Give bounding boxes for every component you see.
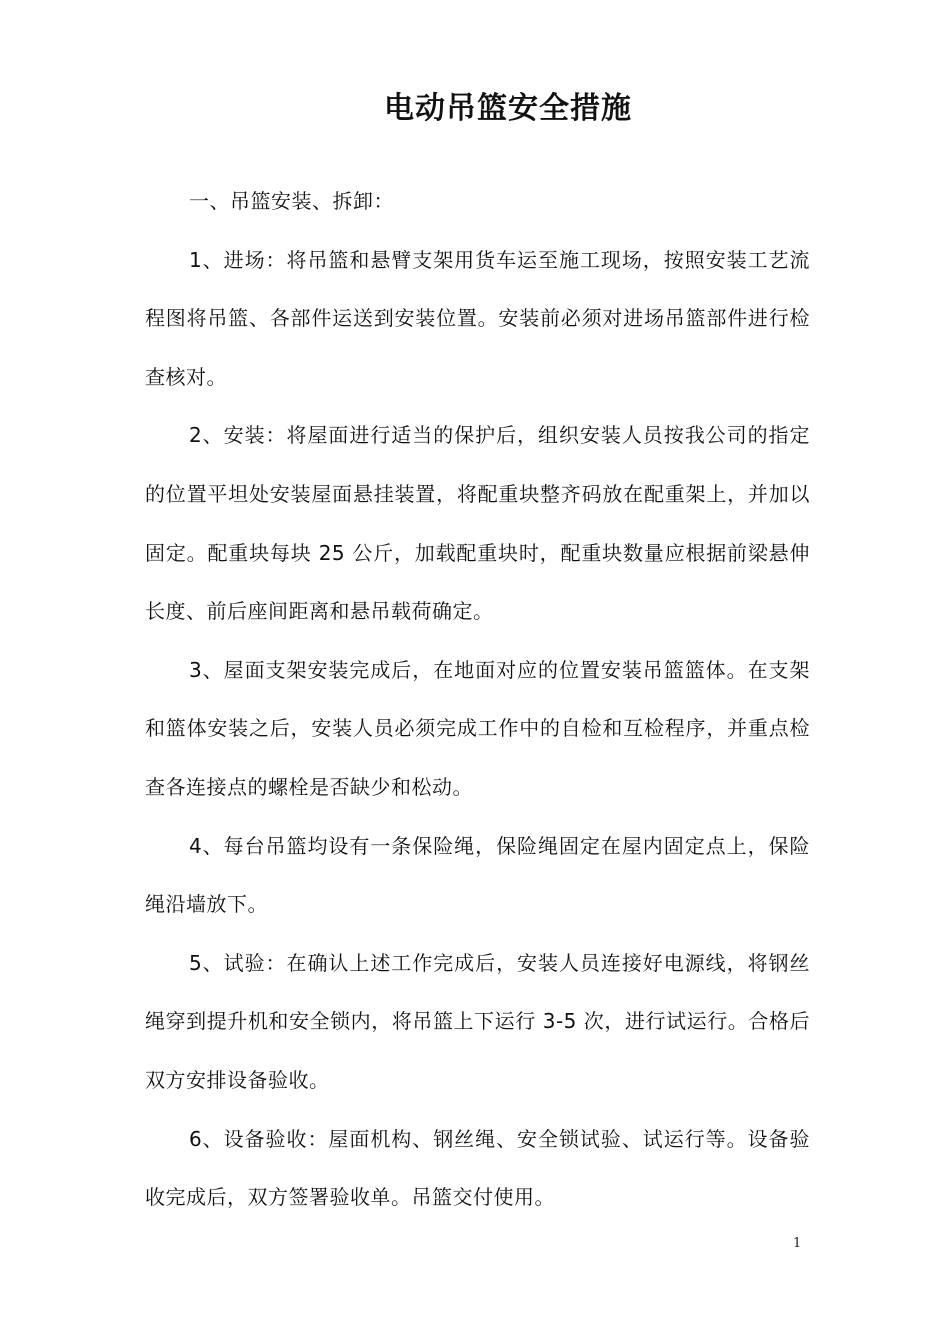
paragraph-6: 6、设备验收：屋面机构、钢丝绳、安全锁试验、试运行等。设备验收完成后，双方签署验收单。吊篮交付使用。: [145, 1126, 810, 1210]
paragraph-1: 1、进场：将吊篮和悬臂支架用货车运至施工现场，按照安装工艺流程图将吊篮、各部件运送到安装位置。安装前必须对进场吊篮部件进行检查核对。: [145, 247, 810, 389]
section-heading: 一、吊篮安装、拆卸：: [189, 189, 394, 213]
paragraph-5: 5、试验：在确认上述工作完成后，安装人员连接好电源线，将钢丝绳穿到提升机和安全锁内，将吊篮上下运行 3-5 次，进行试运行。合格后双方安排设备验收。: [145, 950, 810, 1092]
document-title: 电动吊篮安全措施: [384, 91, 632, 126]
paragraph-2: 2、安装：将屋面进行适当的保护后，组织安装人员按我公司的指定的位置平坦处安装屋面悬挂装置，将配重块整齐码放在配重架上，并加以固定。配重块每块 25 公斤，加载配重块时，配重块数量应根据前梁悬伸长度、前后座间距离和悬吊载荷确定。: [145, 423, 810, 624]
paragraph-3: 3、屋面支架安装完成后，在地面对应的位置安装吊篮篮体。在支架和篮体安装之后，安装人员必须完成工作中的自检和互检程序，并重点检查各连接点的螺栓是否缺少和松动。: [145, 657, 810, 799]
page-number: 1: [793, 1236, 802, 1251]
document-body: [145, 172, 810, 1227]
paragraph-4: 4、每台吊篮均设有一条保险绳，保险绳固定在屋内固定点上，保险绳沿墙放下。: [145, 833, 810, 917]
